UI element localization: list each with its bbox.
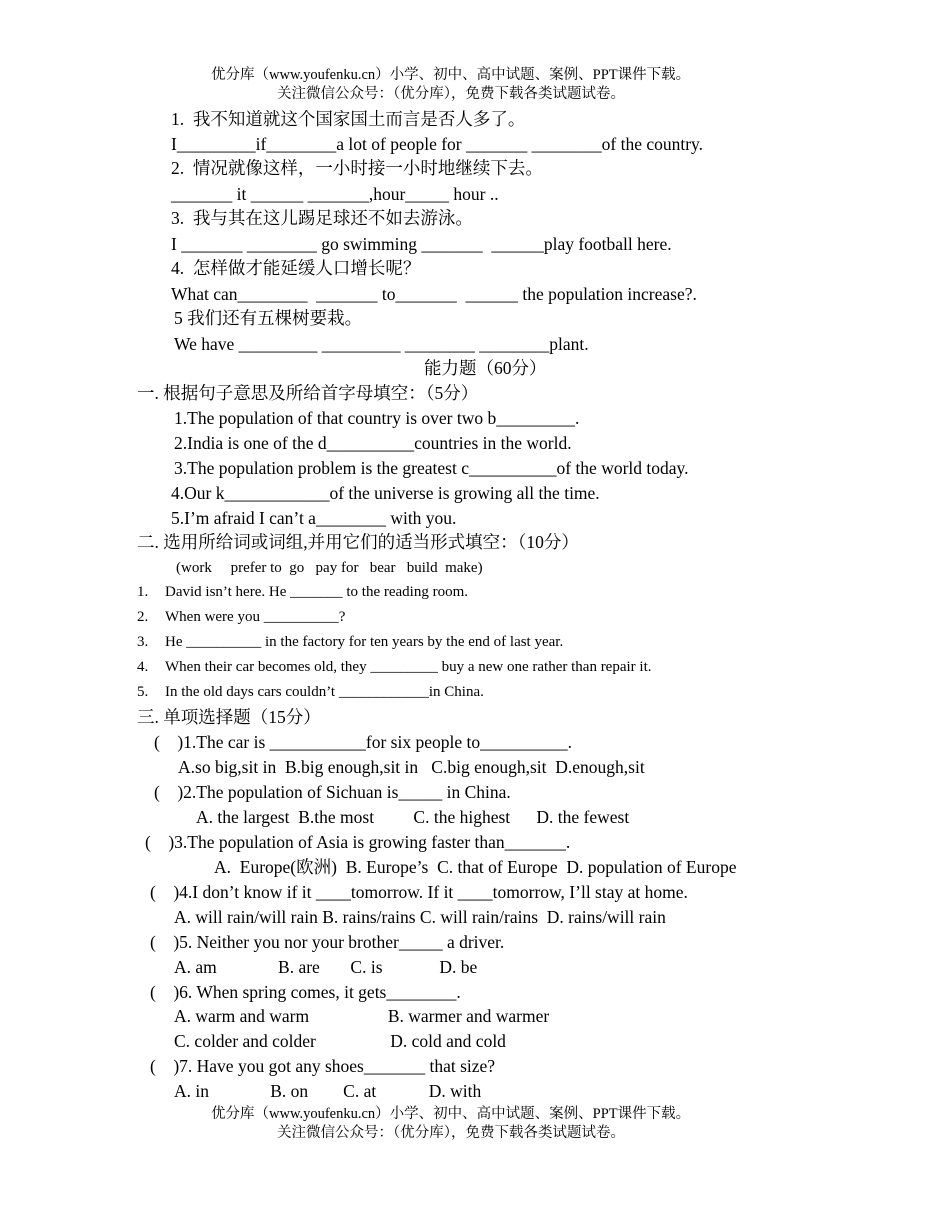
section-1-item-5: 5.I’m afraid I can’t a________ with you.	[171, 508, 457, 528]
section-2-item-4	[137, 660, 652, 675]
section-2-word-bank: (work prefer to go pay for bear build make)	[176, 560, 483, 576]
section-2-item-3	[137, 635, 563, 650]
section-3-title: 三. 单项选择题（15分）	[137, 707, 321, 727]
section-2-item-2	[137, 610, 345, 625]
footer-line-1: 优分库（www.youfenku.cn）小学、初中、高中试题、案例、PPT课件下载。	[211, 1106, 691, 1122]
footer-line-2: 关注微信公众号：（优分库），免费下载各类试题试卷。	[277, 1125, 625, 1141]
mc-question-4: ( )4.I don’t know if it ____tomorrow. If it ____tomorrow, I’ll stay at home.	[150, 882, 688, 902]
item-text: David isn’t here. He _______ to the reading room.	[165, 584, 468, 600]
mc-options-5: A. am B. are C. is D. be	[174, 957, 478, 977]
item-text: In the old days cars couldn’t ____________in China.	[165, 684, 484, 700]
mc-question-6: ( )6. When spring comes, it gets________.	[150, 982, 461, 1002]
item-text: When their car becomes old, they _________ buy a new one rather than repair it.	[165, 659, 652, 675]
translation-1-en: I_________if________a lot of people for _______ ________of the country.	[171, 134, 704, 154]
translation-2-en: _______ it ______ _______,hour_____ hour ..	[171, 184, 499, 204]
mc-options-2: A. the largest B.the most C. the highest D. the fewest	[196, 807, 630, 827]
header-line-2: 关注微信公众号：（优分库），免费下载各类试题试卷。	[277, 86, 625, 102]
section-1-item-4: 4.Our k____________of the universe is growing all the time.	[171, 483, 600, 503]
translation-4-cn: 4. 怎样做才能延缓人口增长呢？	[171, 258, 421, 278]
item-number: 3.	[137, 634, 149, 650]
mc-options-1: A.so big,sit in B.big enough,sit in C.big enough,sit D.enough,sit	[178, 757, 645, 777]
item-number: 4.	[137, 659, 149, 675]
section-1-item-3: 3.The population problem is the greatest c__________of the world today.	[174, 458, 689, 478]
item-text: He __________ in the factory for ten years by the end of last year.	[165, 634, 564, 650]
item-number: 1.	[137, 584, 149, 600]
section-2-title: 二. 选用所给词或词组,并用它们的适当形式填空：（10分）	[137, 532, 579, 552]
mc-question-2: ( )2.The population of Sichuan is_____ in China.	[154, 782, 511, 802]
mc-options-6b: C. colder and colder D. cold and cold	[174, 1031, 506, 1051]
item-number: 2.	[137, 609, 149, 625]
translation-5-cn: 5 我们还有五棵树要栽。	[174, 308, 363, 328]
ability-title: 能力题（60分）	[424, 358, 547, 378]
section-1-title: 一. 根据句子意思及所给首字母填空：（5分）	[137, 383, 479, 403]
translation-3-en: I _______ ________ go swimming _______ ______play football here.	[171, 234, 672, 254]
translation-1-cn: 1. 我不知道就这个国家国土而言是否人多了。	[171, 109, 526, 129]
mc-options-3: A. Europe(欧洲) B. Europe’s C. that of Europe D. population of Europe	[214, 857, 737, 877]
item-number: 5.	[137, 684, 149, 700]
translation-3-cn: 3. 我与其在这儿踢足球还不如去游泳。	[171, 208, 473, 228]
section-2-item-1	[137, 585, 468, 600]
mc-question-7: ( )7. Have you got any shoes_______ that size?	[150, 1056, 496, 1076]
section-1-item-2: 2.India is one of the d__________countries in the world.	[174, 433, 572, 453]
section-1-item-1: 1.The population of that country is over two b_________.	[174, 408, 580, 428]
mc-question-3: ( )3.The population of Asia is growing faster than_______.	[145, 832, 571, 852]
mc-question-1: ( )1.The car is ___________for six people to__________.	[154, 732, 572, 752]
mc-options-4: A. will rain/will rain B. rains/rains C. will rain/rains D. rains/will rain	[174, 907, 666, 927]
header-line-1: 优分库（www.youfenku.cn）小学、初中、高中试题、案例、PPT课件下载。	[211, 67, 691, 83]
translation-5-en: We have _________ _________ ________ ________plant.	[174, 334, 589, 354]
mc-options-6a: A. warm and warm B. warmer and warmer	[174, 1006, 550, 1026]
section-2-item-5	[137, 685, 484, 700]
translation-4-en: What can________ _______ to_______ ______ the population increase?.	[171, 284, 697, 304]
mc-question-5: ( )5. Neither you nor your brother_____ a driver.	[150, 932, 505, 952]
mc-options-7: A. in B. on C. at D. with	[174, 1081, 482, 1101]
item-text: When were you __________?	[165, 609, 346, 625]
translation-2-cn: 2. 情况就像这样，一小时接一小时地继续下去。	[171, 158, 543, 178]
